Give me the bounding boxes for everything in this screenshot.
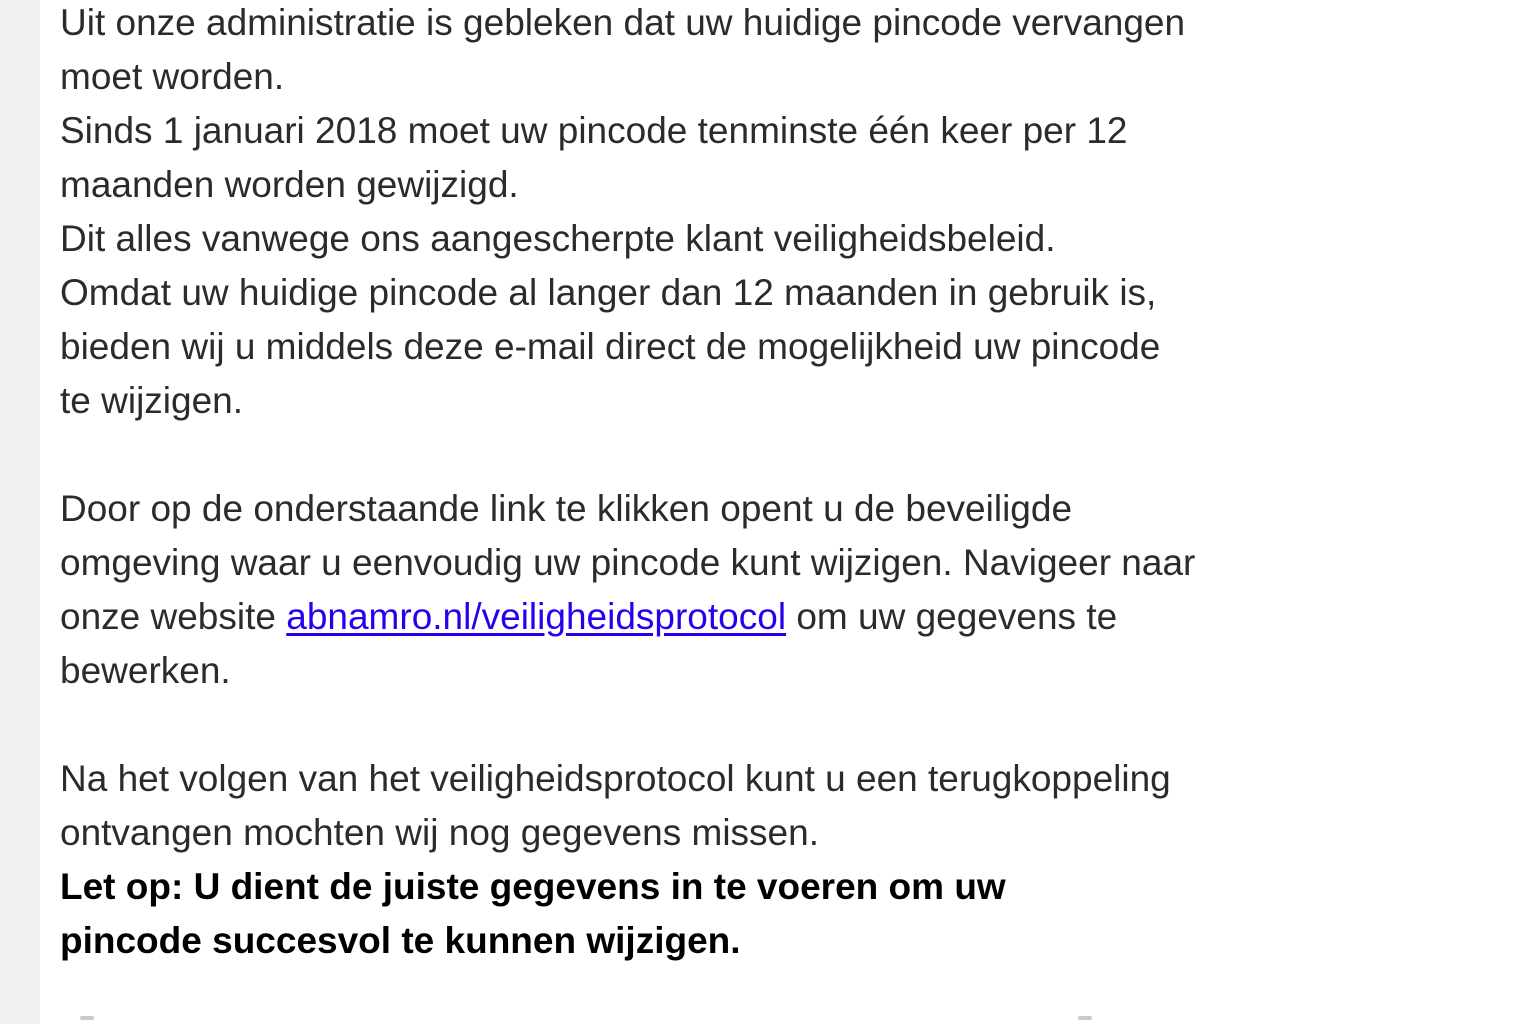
text-line: Na het volgen van het veiligheidsprotocol kunt u een terugkoppeling xyxy=(60,758,1171,799)
text-line: omgeving waar u eenvoudig uw pincode kunt wijzigen. Navigeer naar xyxy=(60,542,1196,583)
text-line: Sinds 1 januari 2018 moet uw pincode tenminste één keer per 12 xyxy=(60,110,1128,151)
left-margin-rail xyxy=(0,0,40,1024)
text-line-with-link xyxy=(60,590,1300,644)
text-line: Uit onze administratie is gebleken dat uw huidige pincode vervangen xyxy=(60,2,1186,43)
link-prefix-text: onze website xyxy=(60,596,287,637)
email-paragraph-intro xyxy=(60,0,1300,428)
email-body xyxy=(60,0,1300,968)
text-line: maanden worden gewijzigd. xyxy=(60,164,519,205)
email-paragraph-notice xyxy=(60,752,1300,968)
cropped-next-line xyxy=(60,1016,1210,1024)
text-line: Door op de onderstaande link te klikken opent u de beveiligde xyxy=(60,488,1073,529)
text-line: bieden wij u middels deze e-mail direct de mogelijkheid uw pincode xyxy=(60,326,1161,367)
text-line: Omdat uw huidige pincode al langer dan 12 maanden in gebruik is, xyxy=(60,272,1157,313)
security-protocol-link[interactable]: abnamro.nl/veiligheidsprotocol xyxy=(286,596,787,637)
text-line: Dit alles vanwege ons aangescherpte klant veiligheidsbeleid. xyxy=(60,218,1056,259)
warning-text-line: Let op: U dient de juiste gegevens in te voeren om uw xyxy=(60,866,1006,907)
link-suffix-text: om uw gegevens te xyxy=(786,596,1118,637)
text-line: te wijzigen. xyxy=(60,380,244,421)
text-line: ontvangen mochten wij nog gegevens missen. xyxy=(60,812,819,853)
paragraph-spacer xyxy=(60,698,1300,752)
warning-text-line: pincode succesvol te kunnen wijzigen. xyxy=(60,920,741,961)
paragraph-spacer xyxy=(60,428,1300,482)
text-line: moet worden. xyxy=(60,56,285,97)
email-paragraph-link xyxy=(60,482,1300,698)
text-line: bewerken. xyxy=(60,650,231,691)
